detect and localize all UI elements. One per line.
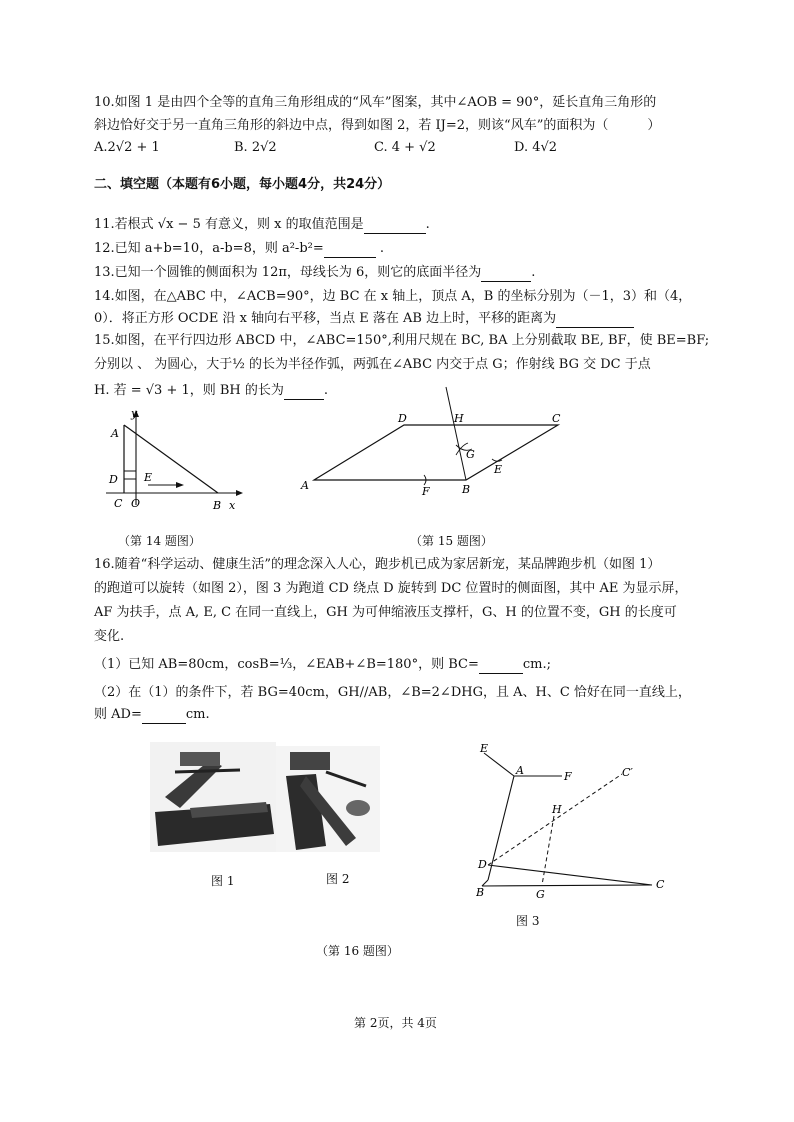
- section2-title: 二、填空题（本题有6小题，每小题4分，共24分）: [94, 177, 391, 192]
- q11-text: 11.若根式 √x − 5 有意义，则 x 的取值范围是: [94, 217, 364, 232]
- fig14-label-y: y: [131, 407, 138, 420]
- q15-line3-after: .: [323, 383, 329, 398]
- fig16-label-g: G: [536, 888, 545, 900]
- fig16-label-a: A: [516, 764, 524, 777]
- q15-line2: 分别以 、 为圆心，大于½ 的长为半径作弧，两弧在∠ABC 内交于点 G；作射线 BG 交 DC 于点: [94, 357, 651, 372]
- q16-part1: [94, 656, 551, 674]
- q13: [94, 264, 535, 282]
- fig14-label-d: D: [109, 473, 118, 486]
- fig14-label-o: O: [131, 497, 141, 510]
- treadmill-photo-1: [150, 742, 276, 852]
- q16-line2: 的跑道可以旋转（如图 2），图 3 为跑道 CD 绕点 D 旋转到 DC 位置时的侧面图，其中 AE 为显示屏，: [94, 581, 688, 596]
- q15-line3-text: H. 若 = √3 + 1，则 BH 的长为: [94, 383, 284, 398]
- fig15-caption: （第 15 题图）: [410, 534, 493, 548]
- fig16-caption: （第 16 题图）: [316, 944, 399, 958]
- q16-part2-line1: （2）在（1）的条件下，若 BG=40cm，GH//AB，∠B=2∠DHG，且 A、H、C 恰好在同一直线上，: [94, 685, 691, 700]
- fig14-label-a: A: [111, 427, 119, 440]
- q10-option-c: C. 4 + √2: [374, 140, 436, 155]
- q14-line2: [94, 310, 634, 328]
- q10-option-d: D. 4√2: [514, 140, 558, 155]
- q16-part2-after: cm.: [185, 707, 210, 722]
- q16-part2-blank: [142, 709, 186, 724]
- fig15-label-d: D: [398, 412, 407, 425]
- q13-blank: [481, 267, 531, 282]
- q16-part1-after: cm.;: [522, 657, 551, 672]
- q12-blank: [324, 243, 376, 258]
- q15-line1: 15.如图，在平行四边形 ABCD 中，∠ABC=150°,利用尺规在 BC, BA 上分别截取 BE, BF，使 BE=BF;: [94, 333, 710, 348]
- q11-after: .: [425, 217, 430, 232]
- fig16-label-c-prime: C′: [622, 766, 633, 779]
- q16-line1: 16.随着“科学运动、健康生活”的理念深入人心，跑步机已成为家居新宠，某品牌跑步机（如图 1）: [94, 557, 661, 572]
- q10-option-b: B. 2√2: [234, 140, 277, 155]
- figure-14: [96, 405, 246, 515]
- q11-blank: [364, 219, 426, 234]
- q12-after: .: [375, 241, 385, 256]
- figure-15: [296, 385, 576, 505]
- q15-line3: [94, 382, 328, 400]
- q16-line3: AF 为扶手，点 A, E, C 在同一直线上，GH 为可伸缩液压支撑杆，G、H 的位置不变，GH 的长度可: [94, 605, 677, 620]
- q14-line1: 14.如图，在△ABC 中，∠ACB=90°，边 BC 在 x 轴上，顶点 A，B 的坐标分别为（－1，3）和（4，: [94, 289, 692, 304]
- fig15-label-e: E: [494, 463, 503, 476]
- q10-options: [94, 140, 714, 158]
- q13-after: .: [531, 265, 536, 280]
- q16-part1-blank: [479, 659, 523, 674]
- q11: [94, 216, 430, 234]
- fig16-img1-caption: 图 1: [211, 874, 235, 888]
- fig16-label-f: F: [564, 770, 572, 783]
- q10-option-a: A.2√2 + 1: [94, 140, 160, 155]
- fig15-label-a: A: [301, 479, 309, 492]
- treadmill-photo-2: [276, 746, 380, 852]
- figure-16-diagram: [476, 740, 676, 900]
- fig16-label-e: E: [480, 742, 489, 755]
- q16-line4: 变化.: [94, 629, 125, 644]
- fig16-label-c: C: [656, 878, 665, 891]
- fig14-label-b: B: [213, 499, 222, 512]
- fig15-label-c: C: [552, 412, 561, 425]
- fig16-label-b: B: [476, 886, 485, 899]
- fig14-caption: （第 14 题图）: [118, 534, 201, 548]
- q14-blank: [556, 313, 634, 328]
- q12: [94, 240, 384, 258]
- fig14-label-c: C: [114, 497, 123, 510]
- fig15-label-f: F: [422, 485, 430, 498]
- q10-line2: 斜边恰好交于另一直角三角形的斜边中点，得到如图 2，若 IJ=2，则该“风车”的面积为（ ）: [94, 118, 661, 133]
- fig14-label-e: E: [144, 471, 153, 484]
- q13-text: 13.已知一个圆锥的侧面积为 12π，母线长为 6，则它的底面半径为: [94, 265, 482, 280]
- fig16-img3-caption: 图 3: [516, 914, 540, 928]
- page-footer: 第 2页，共 4页: [354, 1016, 437, 1030]
- q10-line1: 10.如图 1 是由四个全等的直角三角形组成的“风车”图案，其中∠AOB = 90°，延长直角三角形的: [94, 95, 657, 110]
- q16-part2-text: 则 AD=: [94, 707, 142, 722]
- fig15-label-h: H: [454, 412, 464, 425]
- fig15-label-b: B: [462, 483, 471, 496]
- fig15-label-g: G: [466, 448, 475, 461]
- q16-part1-text: （1）已知 AB=80cm，cosB=⅓，∠EAB+∠B=180°，则 BC=: [94, 657, 479, 672]
- fig16-label-d: D: [478, 858, 487, 871]
- fig16-img2-caption: 图 2: [326, 872, 350, 886]
- q12-text: 12.已知 a+b=10，a-b=8，则 a²-b²=: [94, 241, 324, 256]
- q14-line2-text: 0）．将正方形 OCDE 沿 x 轴向右平移，当点 E 落在 AB 边上时，平移的距离为: [94, 311, 557, 326]
- fig16-label-h: H: [552, 803, 562, 816]
- fig14-label-x: x: [229, 499, 236, 512]
- q16-part2-line2: [94, 706, 210, 724]
